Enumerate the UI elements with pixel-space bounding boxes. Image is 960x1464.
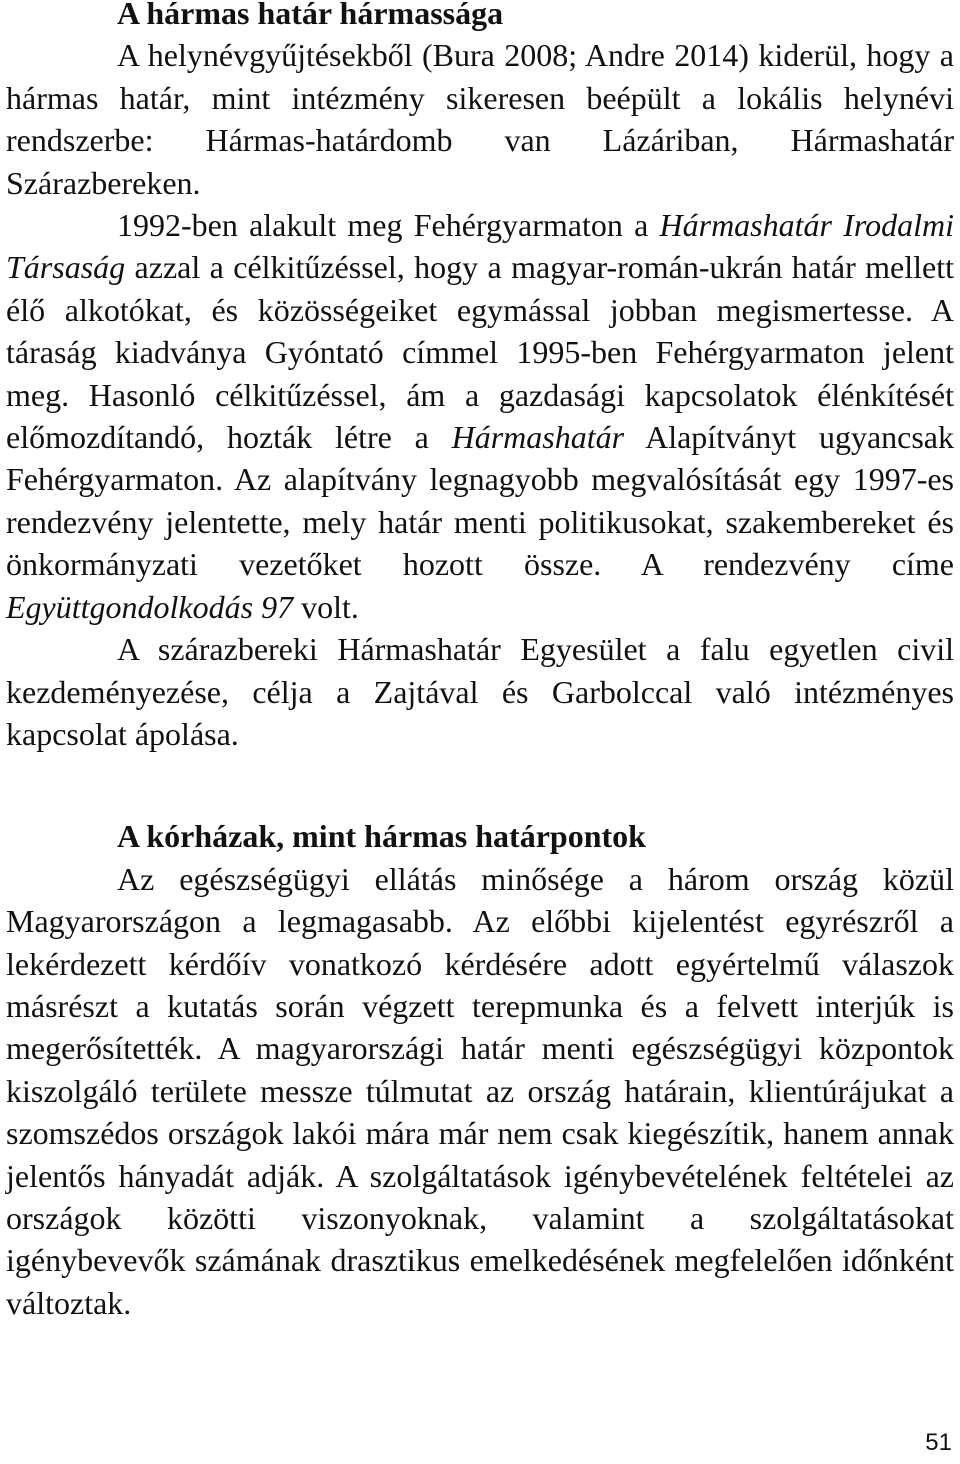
document-page (6, 0, 954, 1324)
paragraph-helynevgyujtes: A helynévgyűjtésekből (Bura 2008; Andre 2014) kiderül, hogy a hármas határ, mint intézmény sikeresen beépült a lokális helynévi rendszerbe: Hármas-határdomb van Lázáriban, Hármashatár Szárazbereken. (6, 37, 954, 201)
paragraph-hármashatár-organizations (6, 204, 954, 628)
paragraph-egészségügyi-ellátás: Az egészségügyi ellátás minősége a három ország közül Magyarországon a legmagasabb. Az előbbi kijelentést egyrészről a lekérdezett kérdőív vonatkozó kérdésére adott egyértelmű válaszok másrészt a kutatás során végzett terepmunka és a felvett interjúk is megerősítették. A magyarországi határ menti egészségügyi központok kiszolgáló területe messze túlmutat az ország határain, klientúrájukat a szomszédos országok lakói mára már nem csak kiegészítik, hanem annak jelentős hányadát adják. A szolgáltatások igénybevételének feltételei az országok közötti viszonyoknak, valamint a szolgáltatásokat igénybevevők számának drasztikus emelkedésének megfelelően időnként változtak. (6, 860, 954, 1321)
text-run: 1992-ben alakult meg Fehérgyarmaton a (117, 207, 660, 244)
section-heading-kórházak: A kórházak, mint hármas határpontok (117, 818, 646, 855)
paragraph-szárazbereki-egyesület: A szárazbereki Hármashatár Egyesület a falu egyetlen civil kezdeményezése, célja a Zajtával és Garbolccal való intézményes kapcsolat ápolása. (6, 631, 954, 752)
section-heading-hármas-határ: A hármas határ hármassága (117, 0, 504, 31)
italic-foundation-name: Hármashatár (451, 419, 625, 456)
section-spacer (6, 755, 954, 815)
page-number: 51 (925, 1429, 952, 1456)
text-run: volt. (293, 588, 359, 625)
text-run: azzal a célkitűzéssel, hogy a magyar-román-ukrán határ mellett élő alkotókat, és közösségeiket egymással jobban megismertesse. A táraság kiadványa Gyóntató címmel 1995-ben Fehérgyarmaton jelent meg. Hasonló célkitűzéssel, ám a gazdasági kapcsolatok élénkítését előmozdítandó, hozták létre a (6, 249, 954, 456)
italic-society-name: Hármashatár Irodalmi Társaság (6, 207, 955, 286)
italic-event-title: Együttgondolkodás 97 (6, 588, 294, 625)
text-run: Alapítványt ugyancsak Fehérgyarmaton. Az alapítvány legnagyobb megvalósítását egy 1997-es rendezvény jelentette, mely határ menti politikusokat, szakembereket és önkormányzati vezetőket hozott össze. A rendezvény címe (6, 419, 954, 583)
